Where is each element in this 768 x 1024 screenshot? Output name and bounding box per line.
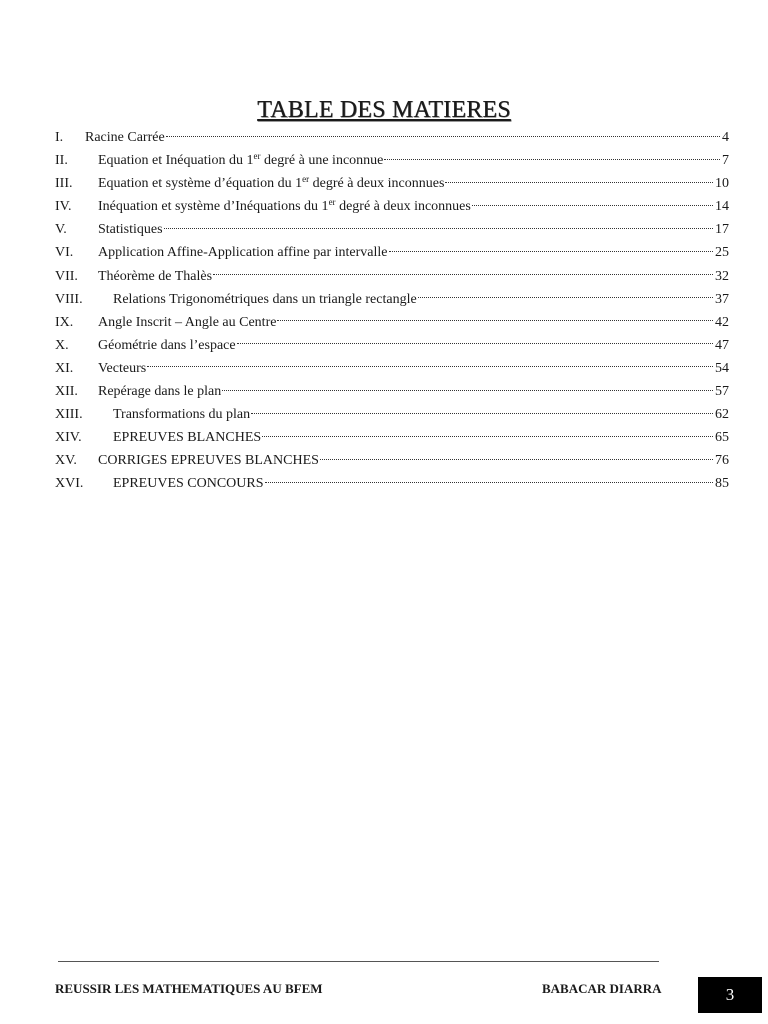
toc-entry-page: 85 [715,476,729,492]
toc-entry-title-text: EPREUVES BLANCHES [113,430,262,446]
footer-book-title: REUSSIR LES MATHEMATIQUES AU BFEM [55,981,323,996]
table-of-contents [55,126,729,496]
toc-entry-title-text: degré à deux inconnues [309,176,445,192]
toc-entry-number: II. [55,153,68,169]
toc-dot-leader [237,342,713,344]
toc-entry-title [98,172,444,195]
footer-divider [58,961,659,962]
toc-entry-page: 7 [722,153,729,169]
toc-entry-number: V. [55,222,67,238]
toc-dot-leader [213,273,713,275]
toc-entry-page: 25 [715,245,729,261]
toc-entry-number: III. [55,176,73,192]
footer-author: BABACAR DIARRA [542,981,662,996]
toc-dot-leader [472,204,713,206]
toc-entry-title [98,334,236,357]
toc-dot-leader [418,296,713,298]
page-number-badge [698,977,762,1013]
toc-entry-title [98,380,221,403]
toc-entry-number: I. [55,130,64,145]
toc-dot-leader [445,181,713,183]
toc-entry[interactable] [55,449,729,472]
toc-dot-leader [389,250,714,252]
toc-entry-title [98,265,212,288]
toc-entry-title-text: EPREUVES CONCOURS [113,476,264,492]
toc-entry[interactable] [55,403,729,426]
toc-entry-page: 54 [715,360,729,376]
toc-entry[interactable] [55,218,729,241]
toc-dot-leader [147,365,713,367]
toc-entry-title-text: Transformations du plan [113,407,251,423]
toc-entry-superscript: er [328,197,336,208]
toc-entry-page: 62 [715,407,729,423]
toc-entry[interactable] [55,426,729,449]
toc-entry-page: 14 [715,199,729,215]
toc-entry[interactable] [55,241,729,264]
toc-entry-title [98,311,276,334]
toc-entry-superscript: er [253,151,261,162]
toc-entry-title-text: Equation et système d’équation du 1 [98,176,303,192]
page-title: TABLE DES MATIERES [257,97,511,123]
toc-entry-number: VIII. [55,291,83,307]
toc-entry-title-text: Statistiques [98,222,163,238]
toc-dot-leader [251,412,713,414]
toc-entry-title [85,126,165,149]
toc-entry-number: VII. [55,268,78,284]
toc-entry[interactable] [55,126,729,149]
toc-entry-page: 65 [715,430,729,446]
toc-entry-number: X. [55,337,69,353]
toc-entry-number: XVI. [55,476,84,492]
toc-entry-number: XIII. [55,407,83,423]
toc-dot-leader [222,389,713,391]
toc-dot-leader [320,458,713,460]
toc-entry-title-text: Relations Trigonométriques dans un triangle rectangle [113,291,417,307]
toc-entry-page: 47 [715,337,729,353]
toc-entry[interactable] [55,195,729,218]
toc-entry-number: IX. [55,314,74,330]
toc-entry-title-text: Racine Carrée [85,130,165,145]
toc-entry[interactable] [55,380,729,403]
toc-entry[interactable] [55,334,729,357]
toc-entry-title-text: Equation et Inéquation du 1 [98,153,254,169]
toc-entry-page: 17 [715,222,729,238]
toc-dot-leader [166,135,720,137]
toc-entry-title-text: Géométrie dans l’espace [98,337,236,353]
toc-entry-title-text: Inéquation et système d’Inéquations du 1 [98,199,329,215]
toc-entry-number: XI. [55,360,74,376]
toc-entry-title [113,288,417,311]
toc-entry[interactable] [55,288,729,311]
toc-entry-superscript: er [302,174,310,185]
toc-entry-title-text: Repérage dans le plan [98,384,222,400]
toc-entry-title [113,403,250,426]
toc-entry-title-text: Angle Inscrit – Angle au Centre [98,314,277,330]
toc-entry[interactable] [55,149,729,172]
toc-entry-title-text: Vecteurs [98,360,147,376]
toc-entry-title [98,218,163,241]
toc-entry-title [98,449,319,472]
toc-entry-page: 10 [715,176,729,192]
toc-dot-leader [384,158,720,160]
toc-dot-leader [164,227,713,229]
toc-entry[interactable] [55,265,729,288]
toc-entry-title [113,472,264,495]
toc-entry-page: 4 [722,130,729,145]
toc-entry-title [98,241,388,264]
toc-entry[interactable] [55,172,729,195]
toc-entry-title-text: degré à deux inconnues [335,199,471,215]
toc-entry[interactable] [55,311,729,334]
toc-entry-number: VI. [55,245,74,261]
toc-dot-leader [277,319,713,321]
toc-entry-title-text: CORRIGES EPREUVES BLANCHES [98,453,319,469]
toc-entry-number: XII. [55,384,78,400]
toc-entry-title [98,357,146,380]
toc-entry[interactable] [55,472,729,495]
toc-entry-title-text: Application Affine-Application affine par intervalle [98,245,388,261]
toc-entry-title [98,149,383,172]
toc-entry-title-text: degré à une inconnue [260,153,384,169]
toc-entry-page: 32 [715,268,729,284]
toc-entry-title [113,426,261,449]
toc-dot-leader [265,481,713,483]
toc-entry-page: 57 [715,384,729,400]
toc-entry-page: 37 [715,291,729,307]
toc-entry-number: XIV. [55,430,82,446]
toc-entry-number: XV. [55,453,77,469]
toc-entry-title-text: Théorème de Thalès [98,268,213,284]
page-number: 3 [725,985,735,1004]
toc-entry-page: 76 [715,453,729,469]
toc-entry-number: IV. [55,199,72,215]
toc-entry-title [98,195,471,218]
toc-entry[interactable] [55,357,729,380]
toc-entry-page: 42 [715,314,729,330]
toc-dot-leader [262,435,713,437]
